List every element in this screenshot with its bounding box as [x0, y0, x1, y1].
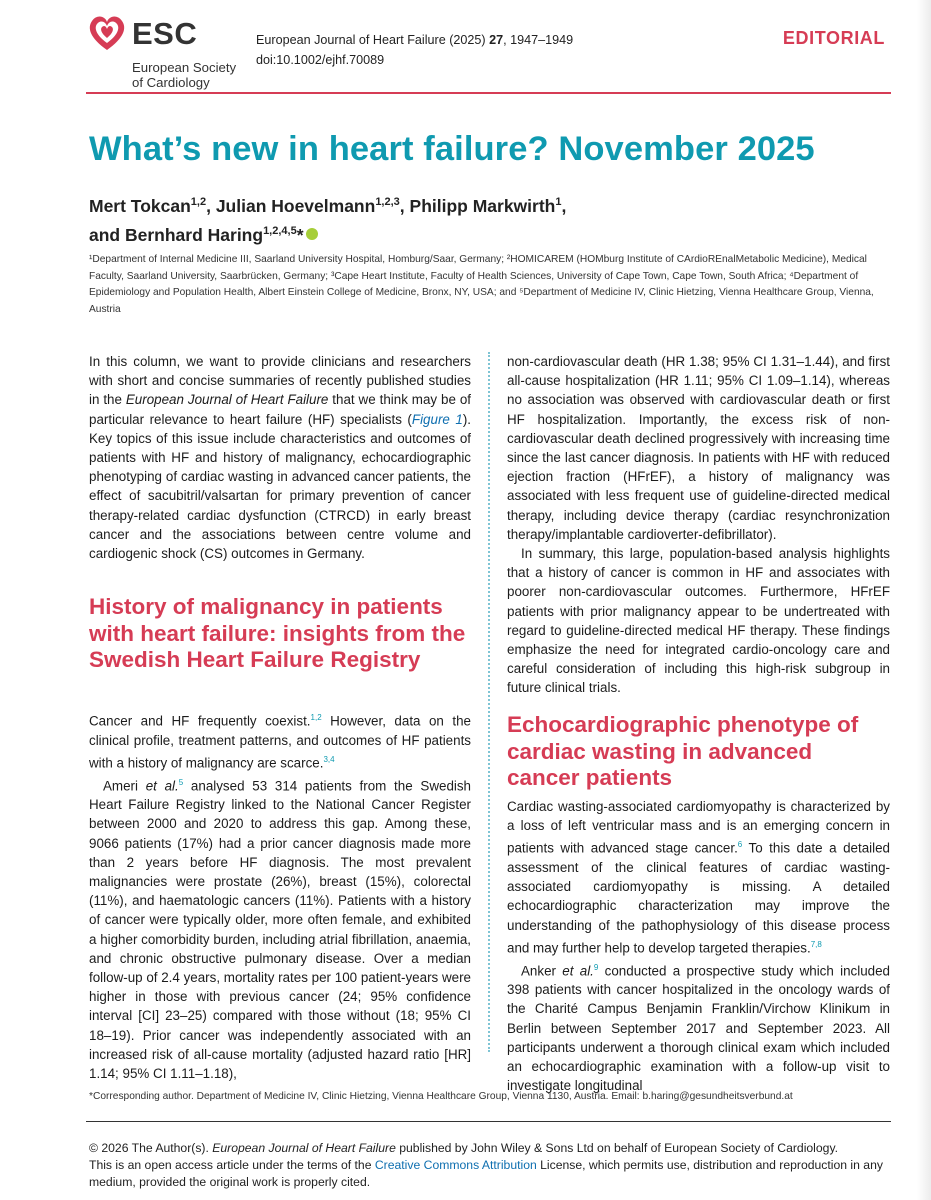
intro-text: that we think may be of particular relevance to heart failure (HF) specialists (: [89, 392, 471, 427]
corresponding-mark: *: [296, 224, 304, 245]
et-al: et al.: [562, 963, 594, 979]
copyright-notice: [89, 1140, 894, 1191]
copyright-text: published by John Wiley & Sons Ltd on behalf of European Society of Cardiology.: [395, 1141, 839, 1155]
body-text: Cardiac wasting-associated cardiomyopathy is characterized by a loss of left ventricular mass and is an emerging concern in patients with advanced stage cancer.: [507, 799, 890, 856]
license-link[interactable]: Creative Commons Attribution: [374, 1158, 537, 1172]
figure-link[interactable]: Figure 1: [411, 411, 463, 427]
journal-volume: 27: [489, 33, 504, 47]
license-text: License, which permits use, distribution and reproduction in any medium, provided the original work is properly cited.: [89, 1158, 883, 1189]
journal-citation: [256, 33, 573, 47]
body-text: Ameri: [103, 778, 146, 794]
body-text: non-cardiovascular death (HR 1.38; 95% CI 1.31–1.44), and first all-cause hospitalization (HR 1.11; 95% CI 1.09–1.14), whereas no association was observed with cardiovascular death or first HF hospitalization. Importantly, the excess risk of non-cardiovascular death declined progressively with increasing time since the last cancer diagnosis. In patients with HF with reduced ejection fraction (HFrEF), a history of malignancy was associated with less frequent use of guideline-directed medical therapy, including device therapy (cardiac resynchronization therapy/implantable cardioverter-defibrillator).: [507, 354, 890, 542]
footer-rule: [86, 1121, 891, 1122]
body-text: analysed 53 314 patients from the Swedish Heart Failure Registry linked to the National Cancer Register between 2000 and 2020 to address this gap. Among these, 9066 patients (17%) had a prior cancer diagnosis made more than 2 years before HF diagnosis. The most prevalent malignancies were prostate (26%), breast (15%), colorectal (11%), and haematologic cancers (11%). Patients with a history of cancer were typically older, more often female, and exhibited a higher comorbidity burden, including atrial fibrillation, anaemia, and chronic obstructive pulmonary disease. Over a median follow-up of 2.4 years, mortality rates per 100 patient-years were higher in those with previous cancer (24; 95% confidence interval [CI] 23–25) compared with those without (18; 95% CI 18–19). Prior cancer was independently associated with an increased risk of all-cause mortality (adjusted hazard ratio [HR] 1.14; 95% CI 1.11–1.18),: [89, 778, 472, 1082]
author-sep: ,: [561, 195, 567, 216]
section1-continued: [507, 352, 890, 698]
journal-name: European Journal of Heart Failure (2025): [256, 33, 486, 47]
intro-journal: European Journal of Heart Failure: [125, 392, 329, 408]
article-title: What’s new in heart failure? November 2025: [89, 130, 815, 168]
orcid-icon[interactable]: [306, 228, 318, 240]
section2-body: [507, 797, 890, 1095]
heart-logo-icon: [86, 12, 128, 54]
body-text: conducted a prospective study which included 398 patients with cancer hospitalized in the oncology wards of the Charité Campus Benjamin Franklin/Virchow Klinikum in Berlin between September 2017 and September 2023. All participants underwent a thorough clinical exam which included an echocardiographic examination with a follow-up visit to investigate longitudinal: [507, 963, 891, 1094]
author-affil-sup: 1,2,3: [375, 196, 400, 208]
body-text: In summary, this large, population-based analysis highlights that a history of cancer is common in HF and associates with poorer non-cardiovascular outcomes. Furthermore, HFrEF patients with prior malignancy appear to be undertreated with regard to guideline-directed medical HF therapy. These findings emphasize the need for integrated cardio-oncology care and careful consideration of including this high-risk subgroup in future clinical trials.: [507, 546, 890, 696]
body-text: Cancer and HF frequently coexist.: [89, 713, 311, 729]
author-name[interactable]: Julian Hoevelmann: [215, 195, 376, 216]
section-heading-2: Echocardiographic phenotype of cardiac wasting in advanced cancer patients: [507, 712, 859, 790]
corresponding-author-note: *Corresponding author. Department of Medicine IV, Clinic Hietzing, Vienna Healthcare Group, Vienna 1130, Austria. Email: b.haring@gesundheitsverbund.at: [89, 1091, 793, 1102]
author-name[interactable]: Philipp Markwirth: [409, 195, 556, 216]
citation-ref[interactable]: 7,8: [810, 939, 822, 949]
logo-society-line1: European Society: [132, 60, 237, 75]
section1-body: [89, 708, 471, 1083]
intro-text: In this column, we want to provide clinicians and researchers with short and concise summaries of recently published studies in the: [89, 354, 471, 408]
author-name[interactable]: Mert Tokcan: [89, 195, 191, 216]
affiliations: ¹Department of Internal Medicine III, Saarland University Hospital, Homburg/Saar, Germany; ²HOMICAREM (HOMburg Institute of CArdioREnalMetabolic Medicine), Medical Faculty, Saarland University, Saarbrücken, Germany; ³Cape Heart Institute, Faculty of Health Sciences, University of Cape Town, Cape Town, South Africa; ⁴Department of Epidemiology and Population Health, Albert Einstein College of Medicine, Bronx, NY, USA; and ⁵Department of Medicine IV, Clinic Hietzing, Vienna Healthcare Group, Vienna, Austria: [89, 254, 874, 315]
body-text: To this date a detailed assessment of the clinical features of cardiac wasting-associated cardiomyopathy is missing. A detailed echocardiographic characterization may improve the understanding of the pathophysiology of this disease process and may further help to develop targeted therapies.: [507, 840, 890, 956]
logo-society-line2: of Cardiology: [132, 75, 210, 90]
intro-text: ). Key topics of this issue include characteristics and outcomes of patients with HF and history of malignancy, echocardiographic phenotyping of cardiac wasting in advanced cancer patients, the effect of sacubitril/valsartan for primary prevention of cancer therapy-related cardiac dysfunction (CTRCD) in early breast cancer and the associations between centre volume and cardiogenic shock (CS) outcomes in Germany.: [89, 411, 471, 562]
header-rule: [86, 92, 891, 94]
author-affil-sup: 1,2,4,5: [263, 224, 297, 237]
author-affil-sup: 1: [555, 196, 562, 208]
author-sep: ,: [399, 195, 410, 216]
intro-paragraph: [89, 352, 471, 563]
body-text: Anker: [521, 963, 563, 979]
author-sep: ,: [206, 195, 216, 216]
author-name[interactable]: Bernhard Haring: [124, 224, 264, 245]
citation-ref[interactable]: 6: [737, 840, 743, 850]
author-affil-sup: 1,2: [190, 196, 207, 208]
citation-ref[interactable]: 5: [178, 777, 184, 787]
citation-ref[interactable]: 9: [593, 962, 599, 972]
esc-logo[interactable]: [86, 12, 256, 90]
author-list: [89, 190, 789, 248]
et-al: et al.: [145, 778, 179, 794]
section-heading-1: History of malignancy in patients with heart failure: insights from the Swedish Heart Failure Registry: [89, 594, 466, 672]
author-and: and: [89, 224, 125, 245]
page-edge-shadow: [917, 0, 931, 1200]
doi[interactable]: doi:10.1002/ejhf.70089: [256, 53, 385, 67]
copyright-journal: European Journal of Heart Failure: [212, 1141, 396, 1155]
citation-ref[interactable]: 3,4: [323, 754, 335, 764]
body-text: However, data on the clinical profile, treatment patterns, and outcomes of HF patients with a history of malignancy are scarce.: [89, 713, 471, 771]
column-divider: [488, 352, 490, 1052]
article-type-label: EDITORIAL: [782, 28, 885, 48]
copyright-text: © 2026 The Author(s).: [89, 1141, 213, 1155]
logo-esc-text: ESC: [132, 16, 198, 51]
citation-ref[interactable]: 1,2: [310, 713, 322, 722]
license-text: This is an open access article under the terms of the: [89, 1158, 375, 1172]
journal-pages: , 1947–1949: [503, 33, 574, 47]
